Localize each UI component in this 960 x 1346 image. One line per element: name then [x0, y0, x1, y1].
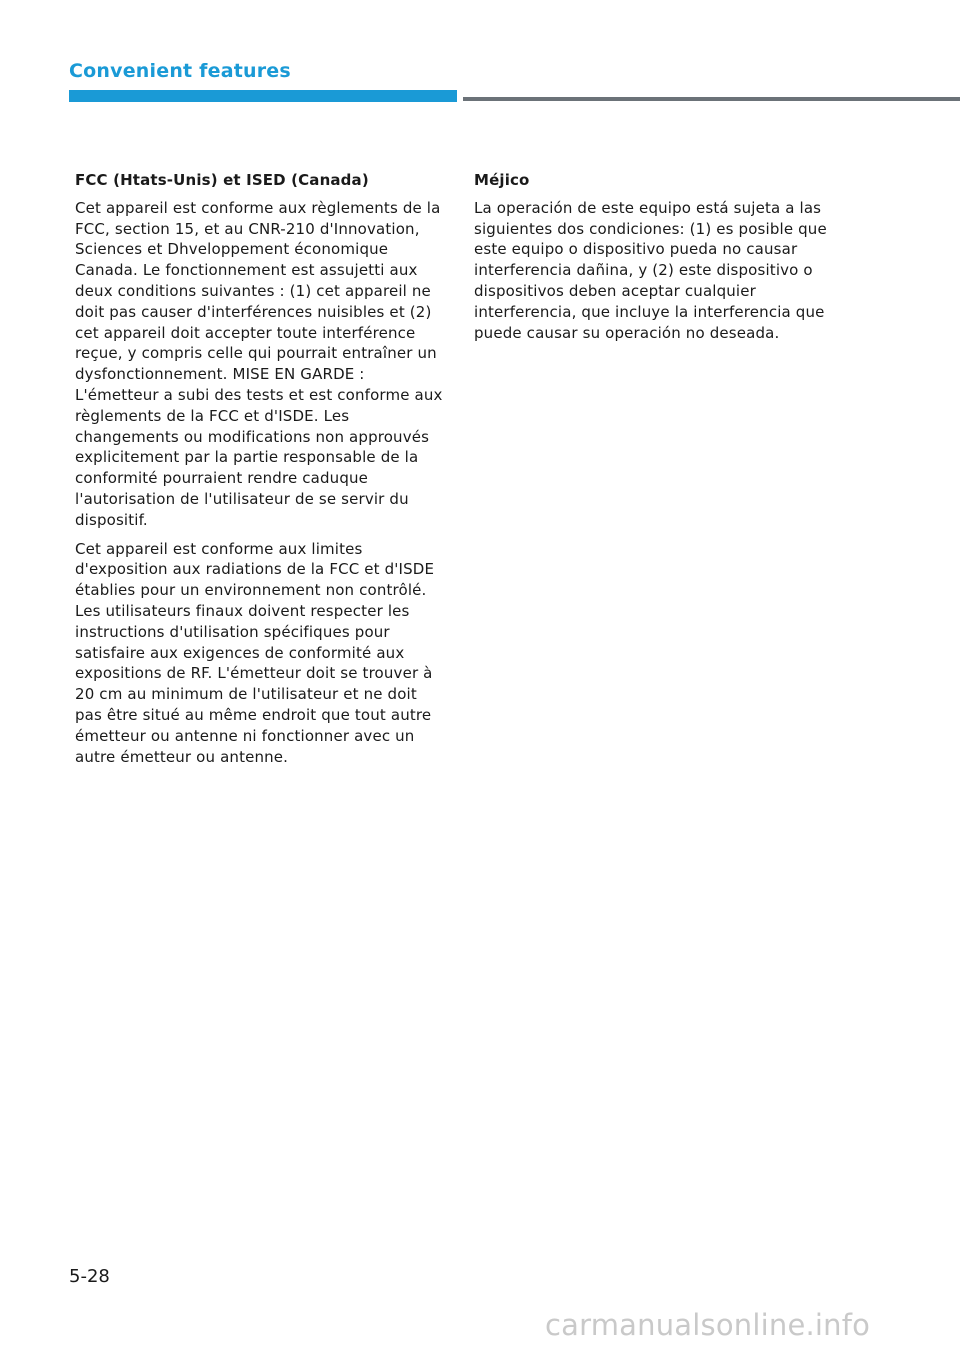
- mexico-paragraph-1: La operación de este equipo está sujeta a las siguientes dos condiciones: (1) es posible que este equipo o dispositivo pueda no causar interferencia dañina, y (2) este dispositivo o dispositivos deben aceptar cualquier interferencia, que incluye la interferencia que puede causar su operación no deseada.: [474, 198, 827, 342]
- left-column: [75, 170, 447, 775]
- header-rule-gray: [463, 97, 960, 101]
- section-title: Convenient features: [69, 60, 291, 82]
- right-column: [474, 170, 846, 351]
- page-number: 5-28: [69, 1266, 110, 1287]
- header-rule-accent: [69, 90, 457, 102]
- fcc-ised-paragraph-1: Cet appareil est conforme aux règlements de la FCC, section 15, et au CNR-210 d'Innovation, Sciences et Dhveloppement économique Canada. Le fonctionnement est assujetti aux deux conditions suivantes : (1) cet appareil ne doit pas causer d'interférences nuisibles et (2) cet appareil doit accepter toute interférence reçue, y compris celle qui pourrait entraîner un dysfonctionnement. MISE EN GARDE : L'émetteur a subi des tests et est conforme aux règlements de la FCC et d'ISDE. Les changements ou modifications non approuvés explicitement par la partie responsable de la conformité pourraient rendre caduque l'autorisation de l'utilisateur de se servir du dispositif.: [75, 198, 443, 529]
- fcc-ised-paragraph-2: Cet appareil est conforme aux limites d'exposition aux radiations de la FCC et d'ISDE établies pour un environnement non contrôlé. Les utilisateurs finaux doivent respecter les instructions d'utilisation spécifiques pour satisfaire aux exigences de conformité aux expositions de RF. L'émetteur doit se trouver à 20 cm au minimum de l'utilisateur et ne doit pas être situé au même endroit que tout autre émetteur ou antenne ni fonctionner avec un autre émetteur ou antenne.: [75, 539, 435, 766]
- fcc-ised-heading: FCC (Htats-Unis) et ISED (Canada): [75, 171, 369, 189]
- mexico-heading: Méjico: [474, 171, 530, 189]
- watermark-text: carmanualsonline.info: [545, 1308, 871, 1342]
